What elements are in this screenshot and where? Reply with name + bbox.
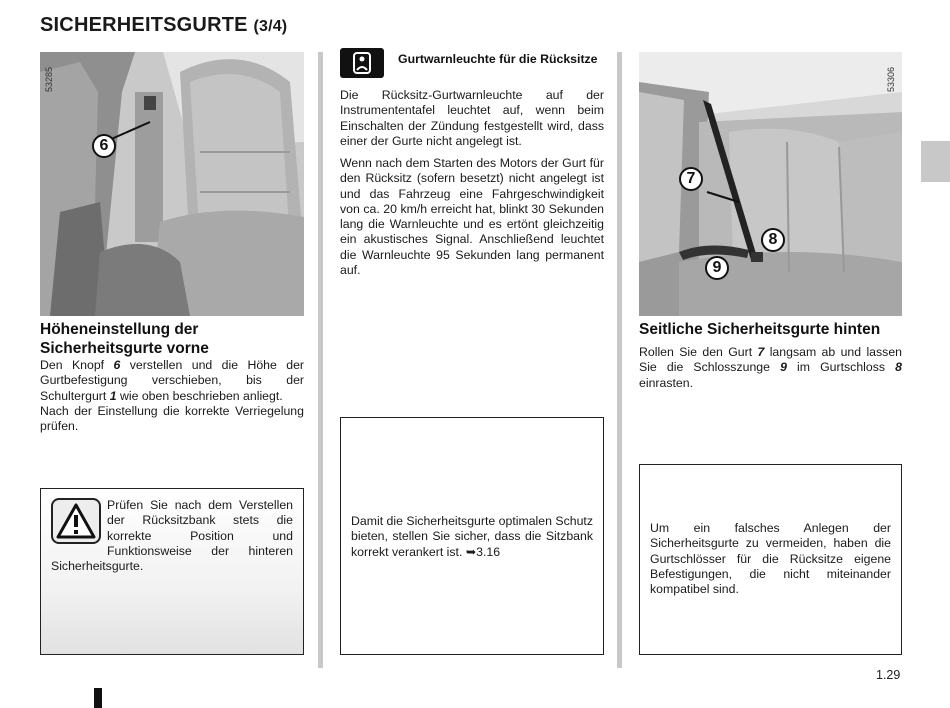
callout-8: 8 [761,228,785,252]
page-number: 1.29 [876,668,901,682]
middle-paragraph-2: Wenn nach dem Starten des Motors der Gurt für den Rücksitz (sofern besetzt) nicht angelegt ist und das Fahrzeug eine Fahrgeschwindigkeit von ca. 20 km/h erreicht hat, blinkt 30 Sekunden lang die Warnleuchte und es ertönt gleichzeitig ein akustisches Signal. Anschließend leuchtet die Warnleuchte 95 Sekunden lang permanent auf. [340,156,604,278]
page-title [40,14,287,37]
right-note-box [639,464,902,655]
warning-box [40,488,304,655]
ref-6: 6 [113,358,121,372]
ref-7: 7 [757,345,765,359]
middle-paragraph-1: Die Rücksitz-Gurtwarnleuchte auf der Instrumententafel leuchtet auf, wenn beim Einschalten der Zündung festgestellt wird, dass einer der Gurte nicht angelegt ist. [340,88,604,148]
page-title-text: SICHERHEITSGURTE [40,14,248,36]
column-divider-right [617,52,622,668]
warning-triangle-icon [51,498,101,544]
callout-6: 6 [92,134,116,158]
right-paragraph: Rollen Sie den Gurt 7 langsam ab und lassen Sie die Schlosszunge 9 im Gurtschloss 8 einrasten. [639,345,902,390]
ref-9: 9 [780,360,787,375]
page-title-suffix: (3/4) [253,18,288,35]
right-note-text: Um ein falsches Anlegen der Sicherheitsgurte zu vermeiden, haben die Gurtschlösser für die Rücksitze eigene Befestigungen, die nicht miteinander kompatibel sind. [650,521,891,597]
callout-7: 7 [679,167,703,191]
rear-seatbelt-warning-icon [340,48,384,78]
rear-seat-belt-photo [639,52,902,316]
callout-9: 9 [705,256,729,280]
crop-mark [94,688,102,708]
ref-1: 1 [109,388,117,403]
middle-icon-heading: Gurtwarnleuchte für die Rücksitze [398,52,598,66]
right-heading: Seitliche Sicherheitsgurte hinten [639,321,881,338]
front-seat-belt-photo [40,52,304,316]
warning-text: Prüfen Sie nach dem Verstellen der Rücksitzbank stets die korrekte Position und Funktionsweise der hinteren Sicherheitsgurte. [51,498,293,574]
right-image-code: 53306 [886,66,896,92]
page-reference: ➥3.16 [465,544,501,559]
chapter-tab-marker [921,141,950,182]
column-divider-left [318,52,323,668]
middle-note-text: Damit die Sicherheitsgurte optimalen Schutz bieten, stellen Sie sicher, dass die Sitzbank korrekt verankert ist. ➥3.16 [351,514,593,559]
middle-note-box [340,417,604,655]
left-paragraph-2: Nach der Einstellung die korrekte Verriegelung prüfen. [40,404,304,434]
left-heading: Höheneinstellung der Sicherheitsgurte vorne [40,321,209,357]
left-image-code: 53285 [44,66,54,92]
left-paragraph-1: Den Knopf 6 verstellen und die Höhe der Gurtbefestigung verschieben, bis der Schultergurt 1 wie oben beschrieben anliegt. [40,358,305,403]
ref-8: 8 [895,360,902,375]
